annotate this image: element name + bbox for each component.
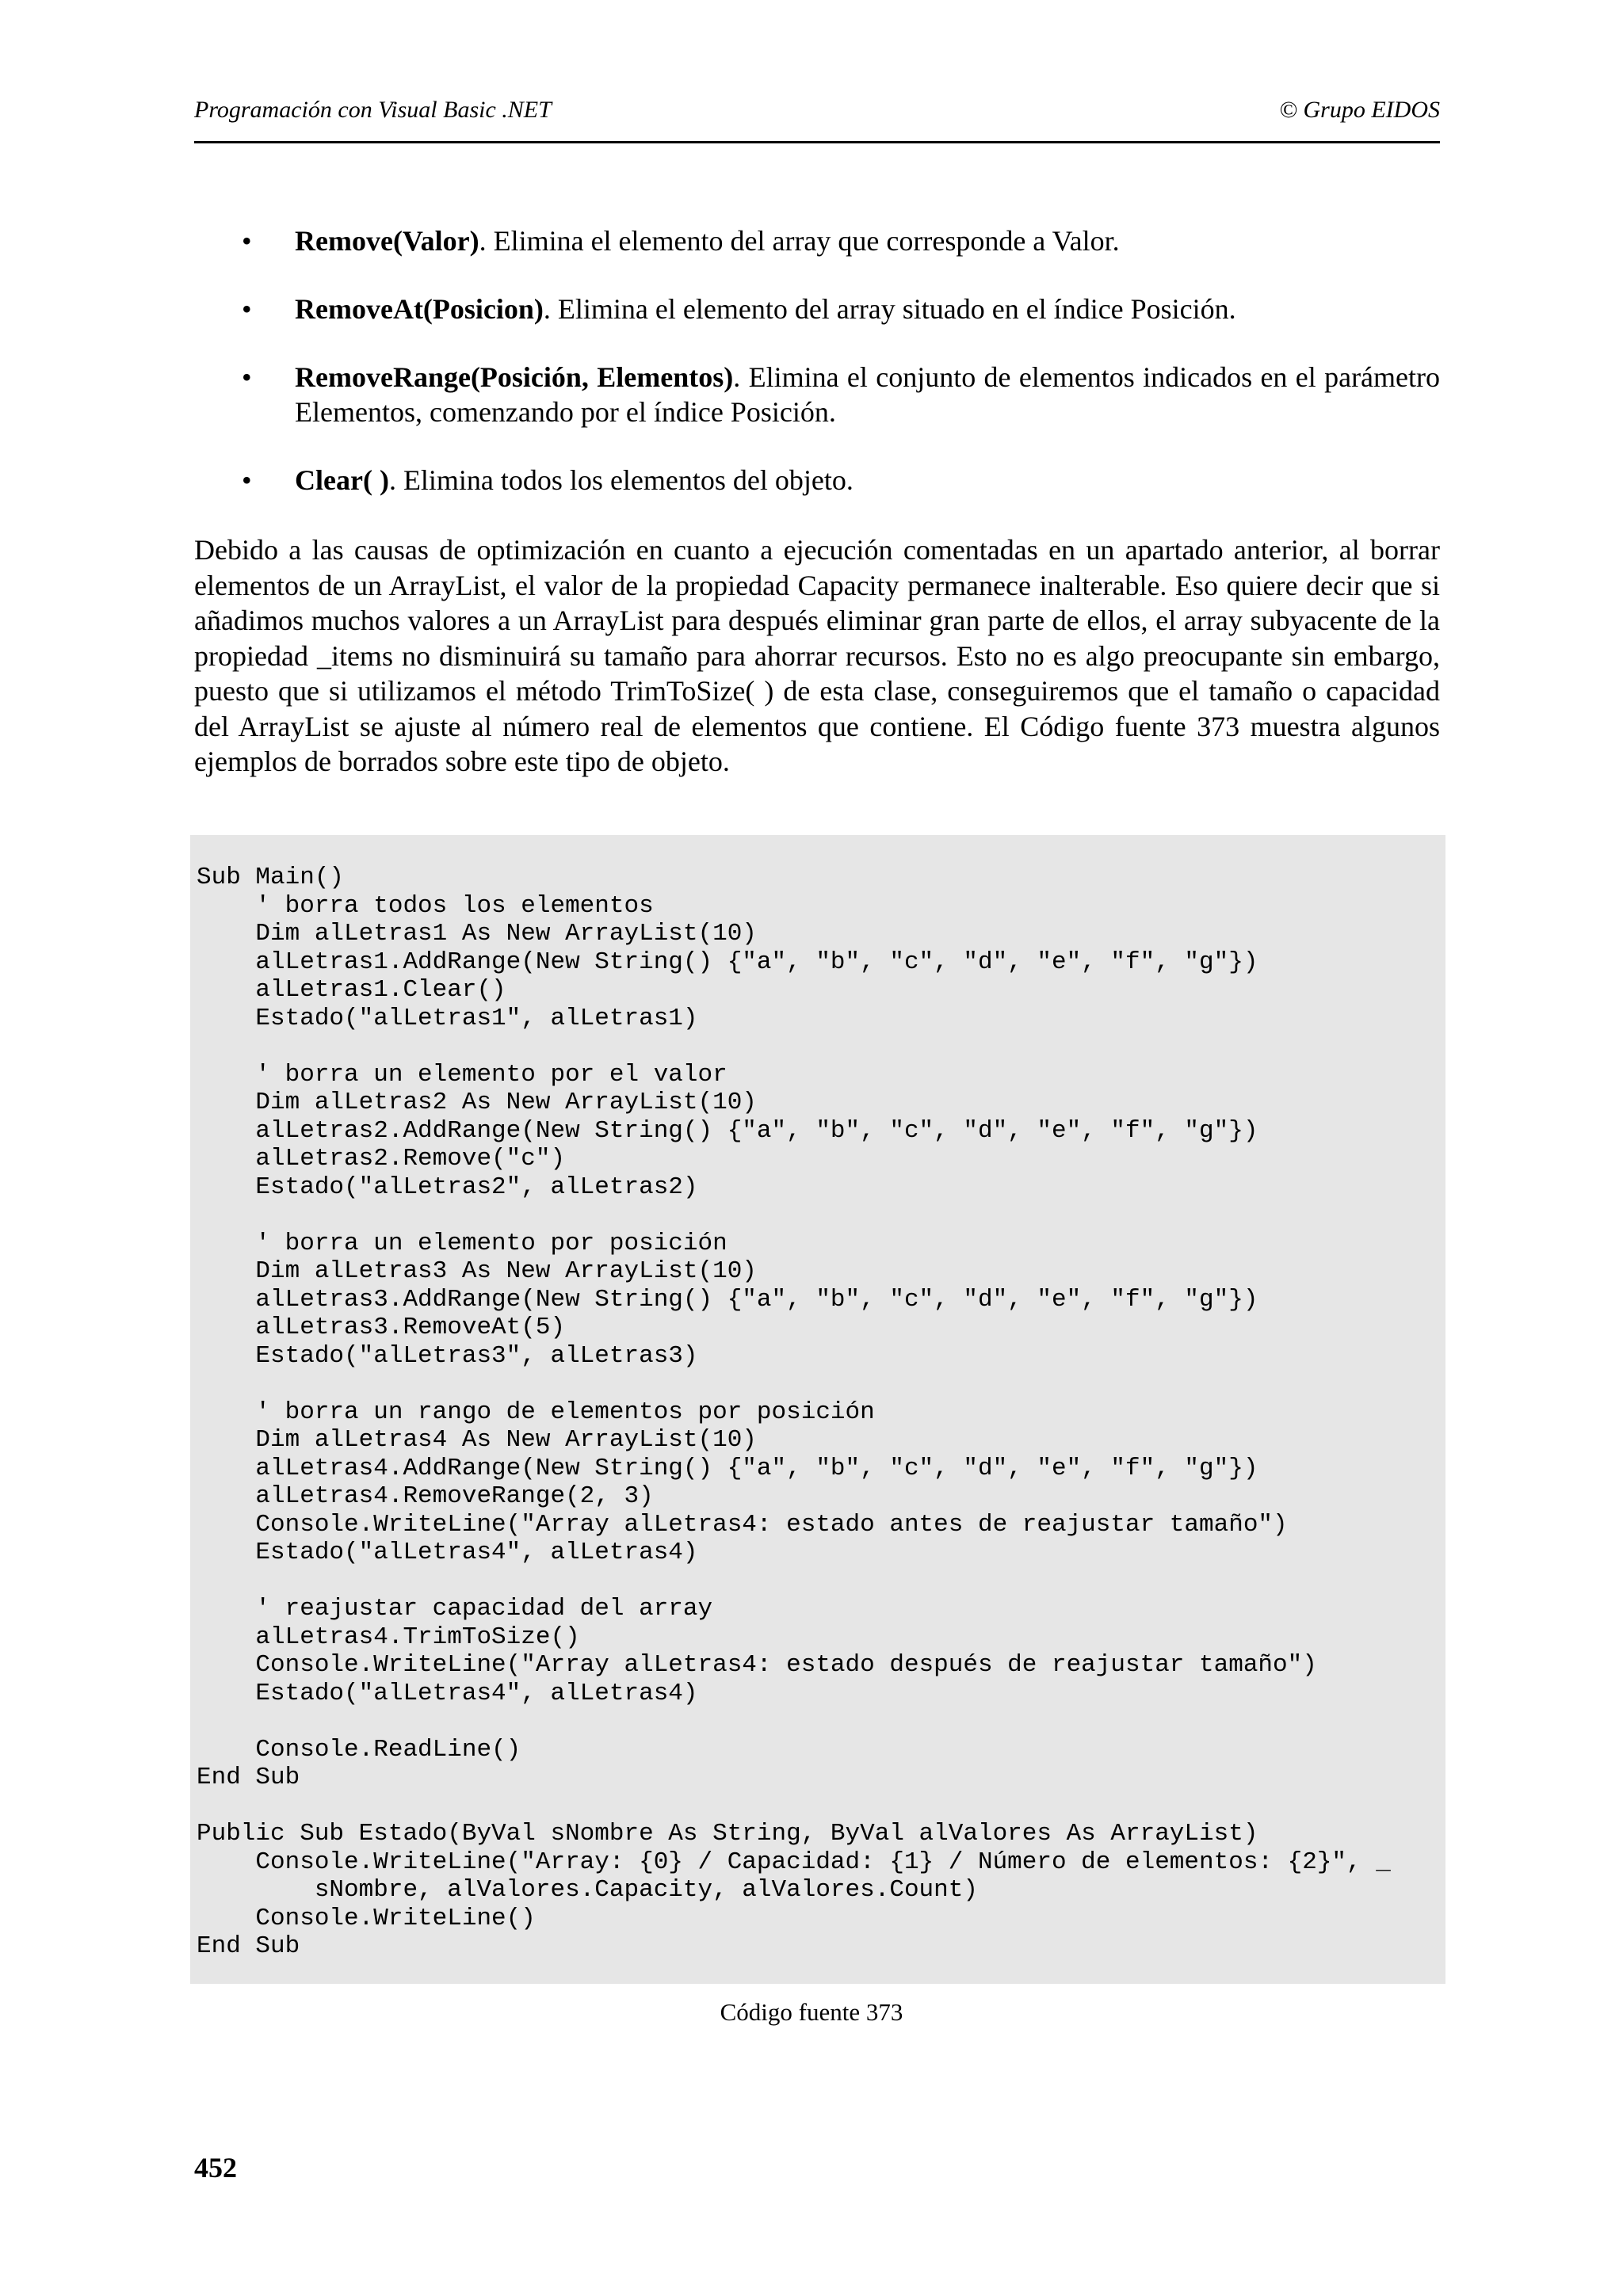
code-block	[190, 835, 1445, 1984]
method-name: RemoveRange(Posición, Elementos)	[295, 361, 734, 393]
bullet-icon: •	[242, 225, 252, 257]
header-book-title: Programación con Visual Basic .NET	[194, 97, 552, 123]
source-code: Sub Main() ' borra todos los elementos Dim alLetras1 As New ArrayList(10) alLetras1.AddRange(New String() {"a", "b", "c", "d", "e", "f", "g"}) alLetras1.Clear() Estado("alLetras1", alLetras1) ' borra un elemento por el valor Dim alLetras2 As New ArrayList(10) alLetras2.AddRange(New String() {"a", "b", "c", "d", "e", "f", "g"}) alLetras2.Remove("c") Estado("alLetras2", alLetras2) ' borra un elemento por posición Dim alLetras3 As New ArrayList(10) alLetras3.AddRange(New String() {"a", "b", "c", "d", "e", "f", "g"}) alLetras3.RemoveAt(5) Estado("alLetras3", alLetras3) ' borra un rango de elementos por posición Dim alLetras4 As New ArrayList(10) alLetras4.AddRange(New String() {"a", "b", "c", "d", "e", "f", "g"}) alLetras4.RemoveRange(2, 3) Console.WriteLine("Array alLetras4: estado antes de reajustar tamaño") Estado("alLetras4", alLetras4) ' reajustar capacidad del array alLetras4.TrimToSize() Console.WriteLine("Array alLetras4: estado después de reajustar tamaño") Estado("alLetras4", alLetras4) Console.ReadLine() End Sub Public Sub Estado(ByVal sNombre As String, ByVal alValores As ArrayList) Console.WriteLine("Array: {0} / Capacidad: {1} / Número de elementos: {2}", _ sNombre, alValores.Capacity, alValores.Count) Console.WriteLine() End Sub	[197, 864, 1391, 1960]
method-name: RemoveAt(Posicion)	[295, 293, 544, 325]
body-paragraph: Debido a las causas de optimización en cuanto a ejecución comentadas en un apartado anterior, al borrar elementos de un ArrayList, el valor de la propiedad Capacity permanece inalterable. Eso quiere decir que si añadimos muchos valores a un ArrayList para después eliminar gran parte de ellos, el array subyacente de la propiedad _items no disminuirá su tamaño para ahorrar recursos. Esto no es algo preocupante sin embargo, puesto que si utilizamos el método TrimToSize( ) de esta clase, conseguiremos que el tamaño o capacidad del ArrayList se ajuste al número real de elementos que contiene. El Código fuente 373 muestra algunos ejemplos de borrados sobre este tipo de objeto.	[194, 534, 1440, 777]
list-item	[194, 360, 1440, 429]
method-list	[194, 223, 1440, 531]
page-header	[194, 93, 1440, 143]
list-item	[194, 292, 1440, 326]
bullet-icon: •	[242, 361, 252, 393]
bullet-icon: •	[242, 293, 252, 325]
method-name: Remove(Valor)	[295, 225, 479, 257]
method-description: . Elimina el elemento del array que corresponde a Valor.	[479, 225, 1120, 257]
list-item	[194, 223, 1440, 258]
bullet-icon: •	[242, 464, 252, 496]
header-publisher: © Grupo EIDOS	[1279, 97, 1440, 123]
method-description: . Elimina el conjunto de elementos indicados en el parámetro Elementos, comenzando por el índice Posición.	[295, 361, 1441, 428]
code-caption: Código fuente 373	[720, 1998, 903, 2026]
method-name: Clear( )	[295, 464, 389, 496]
method-description: . Elimina el elemento del array situado en el índice Posición.	[543, 293, 1236, 325]
page-number: 452	[194, 2152, 237, 2183]
list-item	[194, 463, 1440, 498]
method-description: . Elimina todos los elementos del objeto.	[388, 464, 854, 496]
